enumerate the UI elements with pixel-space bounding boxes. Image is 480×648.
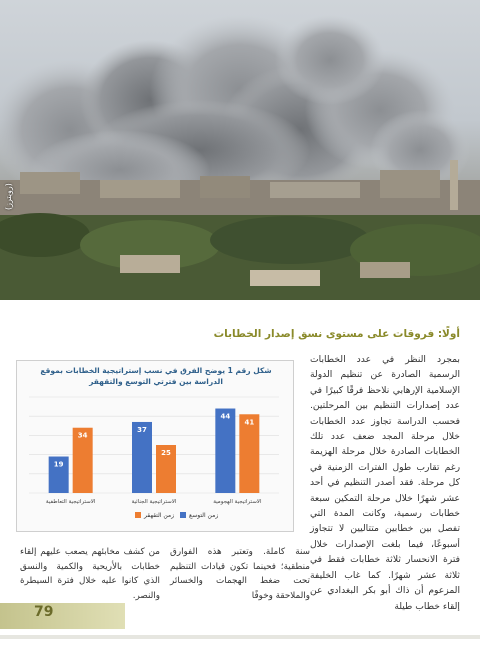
legend-label: زمن التقهقر — [144, 512, 175, 519]
bar-chart-figure — [16, 360, 294, 532]
body-text-bottom-column-2: من كشف مخابئهم يصعب عليهم إلقاء خطابات بالأريحية والكمية والنسق الذي كانوا عليه خلال فترة السيطرة والنصر. — [20, 547, 160, 601]
photo-credit: (رويترز) — [4, 183, 13, 210]
body-text-bottom-column-1: سنة كاملة. وتعتبر هذه الفوارق منطقية؛ فحينما تكون قيادات التنظيم تحت ضغط الهجمات والخسائر والملاحقة وخوفًا — [170, 547, 310, 601]
legend-label: زمن التوسع — [189, 512, 219, 519]
body-text-right-column: بمجرد النظر في عدد الخطابات الرسمية الصادرة عن تنظيم الدولة الإسلامية الإرهابي نلاحظ فرقًا كبيرًا في عدد إصدارات التنظيم بين المرحلتين. فحسب الدراسة تجاوز عدد الخطابات خلال مرحلة المجد ضعف عدد تلك الخطابات الصادرة خلال مرحلة الهزيمة رغم تقارب طول الفترات الزمنية في كل مرحلة. فقد أصدر التنظيم في أحد عشر شهرًا خلال مرحلة التمكين سبعة خطابات رسمية، وكانت المدة التي تفصل بين خطابين متتاليين لا تتجاوز أسبوعًا، فيما بلغت الإصدارات خلال فترة الانحسار ثلاثة خطابات فقط في ثلاثة عشر شهرًا. كما غاب الخليفة المزعوم أن ذاك أبو بكر البغدادي عن إلقاء خطاب طيلة — [310, 354, 460, 612]
bar-chart — [17, 361, 293, 531]
category-tick-label: الاستراتيجية الهجومية — [213, 499, 262, 505]
bar-data-label: 19 — [53, 460, 64, 469]
category-tick-label: الاستراتيجية الجنائية — [131, 499, 177, 505]
category-tick-label: الاستراتيجية التعاطفية — [45, 499, 96, 505]
bar — [215, 409, 235, 493]
footer-rule — [0, 635, 480, 639]
page-number: 79 — [34, 604, 54, 620]
bar-data-label: 37 — [137, 425, 147, 434]
bar-data-label: 25 — [161, 449, 171, 457]
bar-data-label: 34 — [77, 431, 88, 440]
chart-title: شكل رقم 1 يوضح الفرق في نسب إستراتيجية الخطابات بموقع الدراسة بين فترتي التوسع والتقهقر — [40, 366, 272, 386]
page-number-bar — [0, 603, 125, 629]
hero-photo — [0, 0, 480, 300]
smoke-city-illustration — [0, 0, 480, 300]
section-title: أولًا: فروقات على مستوى نسق إصدار الخطابات — [213, 328, 460, 340]
legend-swatch — [180, 512, 186, 518]
bar-data-label: 41 — [244, 418, 255, 427]
legend-swatch — [135, 512, 141, 518]
bar-data-label: 44 — [220, 412, 231, 421]
